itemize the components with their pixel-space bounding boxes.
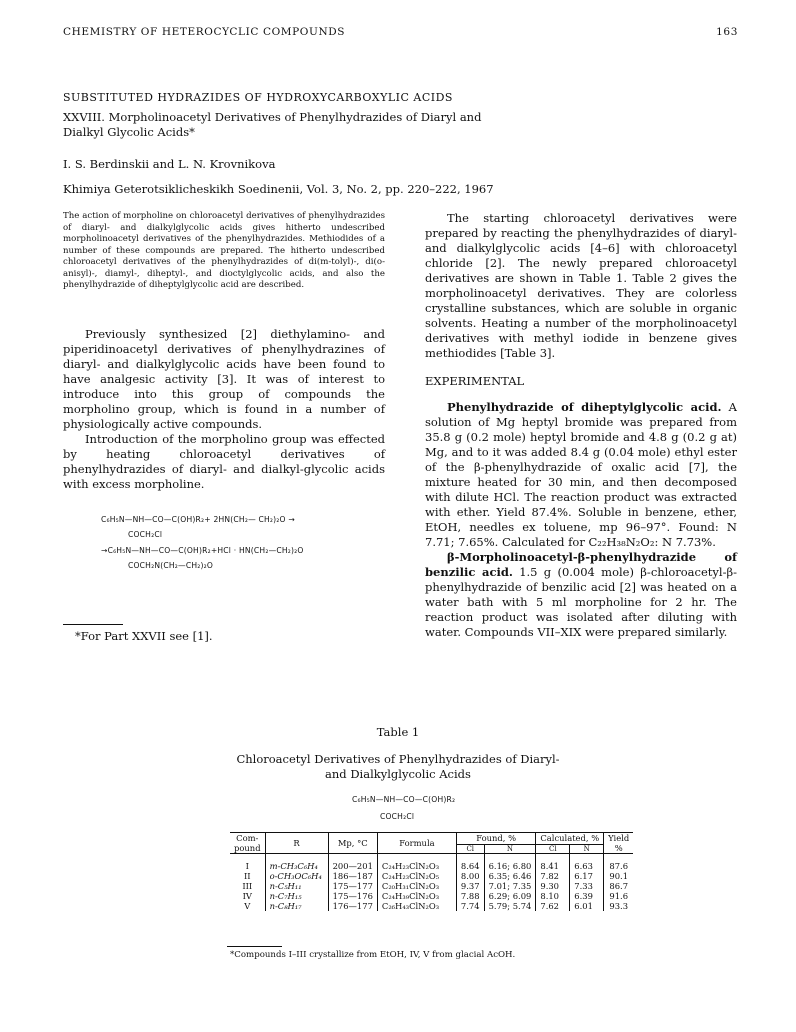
cell-r: n-C₈H₁₇ [265, 901, 328, 911]
table-row [230, 861, 633, 871]
spacer [265, 854, 328, 861]
cell-formula: C₂₀H₃₁ClN₂O₃ [377, 881, 456, 891]
cell-r: m-CH₃C₆H₄ [265, 861, 328, 871]
left-column-text [63, 327, 385, 492]
col-yield: Yield % [604, 833, 634, 854]
cell-found-cl: 9.37 [456, 881, 484, 891]
cell-found-n: 6.29; 6.09 [484, 891, 536, 901]
equation-2-line-2: COCH₂N(CH₂—CH₂)₂O [128, 561, 214, 570]
table-label: Table 1 [376, 725, 420, 739]
table-caption [0, 752, 796, 782]
equation-2-line-1: →C₆H₅N—NH—CO—C(OH)R₂+HCl · HN(CH₂—CH₂)₂O [101, 546, 304, 555]
article-subtitle [63, 110, 481, 140]
table-formula-line-1: C₆H₅N—NH—CO—C(OH)R₂ [352, 795, 456, 804]
spacer [377, 854, 456, 861]
cell-yield: 91.6 [609, 890, 629, 901]
experiment-2 [425, 550, 737, 640]
spacer [484, 854, 536, 861]
col-mp: Mp, °C [328, 833, 377, 854]
col-calculated: Calculated, % [536, 833, 604, 845]
citation: Khimiya Geterotsiklicheskikh Soedinenii, Vol. 3, No. 2, pp. 220–222, 1967 [63, 182, 494, 196]
background-paragraph: The starting chloroacetyl derivatives were prepared by reacting the phenylhydrazides of diaryl- and dialkylglycolic acids [4–6] with chloroacetyl chloride [2]. The newly prepared chloroacetyl derivatives are shown in Table 1. Table 2 gives the morpholinoacetyl derivatives. They are colorless crystalline substances, which are soluble in organic solvents. Heating a number of the morpholinoacetyl derivatives with methyl iodide in benzene gives methiodides [Table 3]. [425, 211, 737, 360]
col-calc-cl: Cl [536, 844, 570, 853]
table-general-formula [352, 795, 455, 821]
experiment-2-text: 1.5 g (0.004 mole) β-chloroacetyl-β-phenylhydrazide of benzilic acid [2] was heated on a water bath with 5 ml morpholine for 2 hr. The reaction product was isolated after diluting with water. Compounds VII–XIX were prepared similarly. [425, 565, 738, 639]
cell-mp: 200—201 [328, 861, 377, 871]
cell-r: o-CH₃OC₆H₄ [265, 871, 328, 881]
cell-calc-n: 6.63 [570, 861, 604, 871]
cell-calc-n: 7.33 [570, 881, 604, 891]
experimental-heading: EXPERIMENTAL [425, 374, 525, 388]
cell-calc-n: 6.17 [570, 871, 604, 881]
table-row [230, 871, 633, 881]
cell-id: V [230, 901, 265, 911]
cell-yield: 93.3 [609, 900, 629, 911]
cell-id: II [230, 871, 265, 881]
series-title: SUBSTITUTED HYDRAZIDES OF HYDROXYCARBOXYLIC ACIDS [63, 91, 453, 104]
experiment-1-title: Phenylhydrazide of diheptylglycolic acid. [447, 400, 722, 414]
subtitle-line-2: Dialkyl Glycolic Acids* [63, 125, 195, 139]
cell-calc-cl: 8.41 [536, 861, 570, 871]
cell-yield: 86.7 [609, 880, 629, 891]
cell-formula: C₂₄H₃₉ClN₂O₃ [377, 891, 456, 901]
col-compound: Com- pound [230, 833, 265, 854]
col-formula: Formula [377, 833, 456, 854]
cell-found-n: 5.79; 5.74 [484, 901, 536, 911]
cell-yield: 87.6 [609, 860, 629, 871]
experiment-2-title: β-Morpholinoacetyl-β-phenylhydrazide of benzilic acid. [425, 550, 737, 579]
cell-found-cl: 7.88 [456, 891, 484, 901]
table-row [230, 881, 633, 891]
table-1 [230, 832, 633, 911]
cell-yield: 90.1 [609, 870, 629, 881]
cell-found-cl: 8.00 [456, 871, 484, 881]
cell-mp: 175—176 [328, 891, 377, 901]
authors: I. S. Berdinskii and L. N. Krovnikova [63, 157, 276, 171]
table-row [230, 891, 633, 901]
cell-formula: C₂₆H₄₃ClN₂O₃ [377, 901, 456, 911]
cell-calc-n: 6.01 [570, 901, 604, 911]
col-r: R [265, 833, 328, 854]
intro-paragraph-2: Introduction of the morpholino group was effected by heating chloroacetyl derivatives of phenylhydrazides of diaryl- and dialkyl-glycolic acids with excess morpholine. [63, 432, 385, 491]
footnote-divider [63, 624, 123, 625]
reaction-equation [101, 515, 391, 570]
col-found-cl: Cl [456, 844, 484, 853]
table-formula-line-2: COCH₂Cl [380, 812, 415, 821]
spacer [456, 854, 484, 861]
experiment-1-text: A solution of Mg heptyl bromide was prepared from 35.8 g (0.2 mole) heptyl bromide and 4.8 g (0.2 g at) Mg, and to it was added 8.4 g (0.04 mole) ethyl ester of the β-phenylhydrazide of oxalic acid [7], the mixture heated for 30 min, and then decomposed with dilute HCl. The reaction product was extracted with ether. Yield 87.4%. Soluble in benzene, ether, EtOH, needles ex toluene, mp 96–97°. Found: N 7.71; 7.65%. Calculated for C₂₂H₃₈N₂O₂: N 7.73%. [425, 400, 737, 549]
spacer [536, 854, 570, 861]
cell-formula: C₂₄H₂₃ClN₂O₃ [377, 861, 456, 871]
cell-formula: C₂₄H₂₃ClN₂O₅ [377, 871, 456, 881]
spacer [230, 854, 265, 861]
table-footnote: *Compounds I–III crystallize from EtOH, IV, V from glacial AcOH. [230, 950, 516, 960]
table-caption-line-2: and Dialkylglycolic Acids [325, 767, 471, 781]
table-caption-line-1: Chloroacetyl Derivatives of Phenylhydrazides of Diaryl- [236, 752, 560, 766]
cell-calc-cl: 7.62 [536, 901, 570, 911]
journal-header: CHEMISTRY OF HETEROCYCLIC COMPOUNDS [63, 26, 346, 38]
intro-paragraph-1: Previously synthesized [2] diethylamino- and piperidinoacetyl derivatives of phenylhydrazines of diaryl- and dialkylglycolic acids have been found to have analgesic activity [3]. It was of interest to introduce into this group of compounds the morpholino group, which is found in a number of physiologically active compounds. [63, 327, 385, 431]
col-found-n: N [484, 844, 536, 853]
equation-1-line-2: COCH₂Cl [128, 530, 163, 539]
cell-found-cl: 7.74 [456, 901, 484, 911]
cell-mp: 176—177 [328, 901, 377, 911]
spacer [604, 854, 634, 861]
right-column-text [425, 211, 737, 640]
cell-id: III [230, 881, 265, 891]
cell-found-n: 6.35; 6.46 [484, 871, 536, 881]
spacer [328, 854, 377, 861]
cell-found-n: 6.16; 6.80 [484, 861, 536, 871]
cell-calc-cl: 9.30 [536, 881, 570, 891]
cell-calc-n: 6.39 [570, 891, 604, 901]
cell-mp: 186—187 [328, 871, 377, 881]
table-footnote-divider [227, 946, 282, 947]
col-found: Found, % [456, 833, 535, 845]
page-number: 163 [716, 26, 738, 38]
cell-id: IV [230, 891, 265, 901]
table-row [230, 901, 633, 911]
equation-1-line-1: C₆H₅N—NH—CO—C(OH)R₂+ 2HN(CH₂— CH₂)₂O → [101, 515, 295, 524]
experiment-1 [425, 400, 737, 550]
subtitle-line-1: XXVIII. Morpholinoacetyl Derivatives of Phenylhydrazides of Diaryl and [63, 110, 482, 124]
cell-mp: 175—177 [328, 881, 377, 891]
col-calc-n: N [570, 844, 604, 853]
cell-r: n-C₇H₁₅ [265, 891, 328, 901]
cell-calc-cl: 7.82 [536, 871, 570, 881]
cell-calc-cl: 8.10 [536, 891, 570, 901]
data-table [230, 832, 633, 911]
cell-r: n-C₅H₁₁ [265, 881, 328, 891]
cell-found-n: 7.01; 7.35 [484, 881, 536, 891]
left-footnote: *For Part XXVII see [1]. [75, 629, 213, 643]
cell-found-cl: 8.64 [456, 861, 484, 871]
spacer [570, 854, 604, 861]
cell-id: I [230, 861, 265, 871]
abstract: The action of morpholine on chloroacetyl derivatives of phenylhydrazides of diaryl- and dialkylglycolic acids gives hitherto undescribed morpholinoacetyl derivatives of the phenylhydrazides. Methiodides of a number of these compounds are prepared. The hitherto undescribed chloroacetyl derivatives of the phenylhydrazides of di(m-tolyl)-, di(o-anisyl)-, diamyl-, diheptyl-, and dioctylglycolic acids, and also the phenylhydrazide of diheptylglycolic acid are described. [63, 211, 385, 290]
